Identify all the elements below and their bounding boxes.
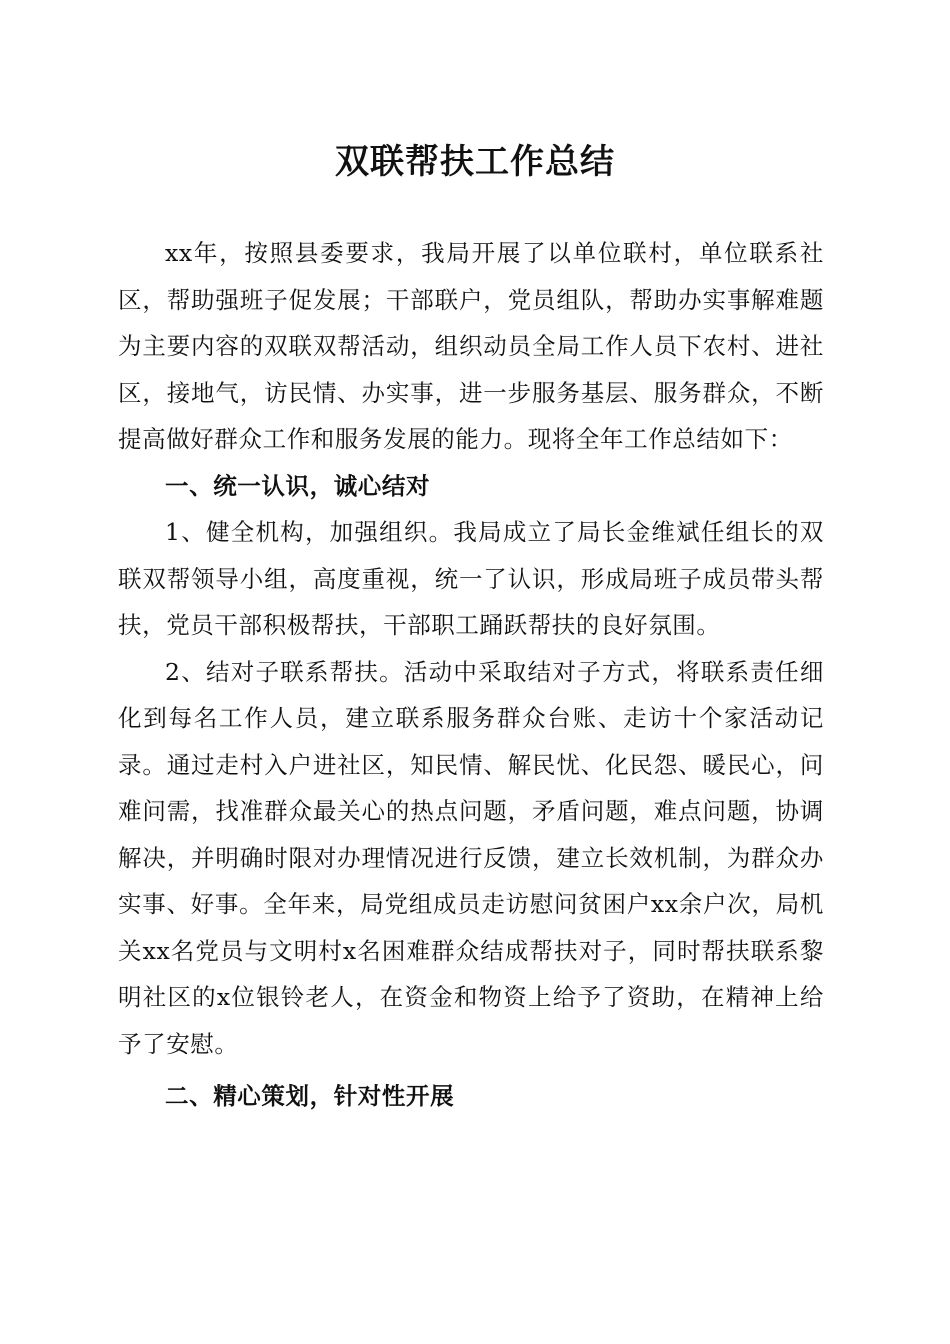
document-title: 双联帮扶工作总结	[335, 142, 615, 182]
intro-paragraph: xx年，按照县委要求，我局开展了以单位联村，单位联系社区，帮助强班子促发展；干部联户，党员组队，帮助办实事解难题为主要内容的双联双帮活动，组织动员全局工作人员下农村、进社区，接地气，访民情、办实事，进一步服务基层、服务群众，不断提高做好群众工作和服务发展的能力。现将全年工作总结如下：	[118, 239, 824, 453]
section2-heading: 二、精心策划，针对性开展	[165, 1082, 455, 1110]
section1-paragraph-2: 2、结对子联系帮扶。活动中采取结对子方式，将联系责任细化到每名工作人员，建立联系服务群众台账、走访十个家活动记录。通过走村入户进社区，知民情、解民忧、化民怨、暖民心，问难问需，找准群众最关心的热点问题，矛盾问题，难点问题，协调解决，并明确时限对办理情况进行反馈，建立长效机制，为群众办实事、好事。全年来，局党组成员走访慰问贫困户xx余户次，局机关xx名党员与文明村x名困难群众结成帮扶对子，同时帮扶联系黎明社区的x位银铃老人，在资金和物资上给予了资助，在精神上给予了安慰。	[118, 657, 824, 1058]
document-body	[118, 230, 824, 1120]
section1-heading: 一、统一认识，诚心结对	[165, 471, 431, 500]
section1-paragraph-1: 1、健全机构，加强组织。我局成立了局长金维斌任组长的双联双帮领导小组，高度重视，统一了认识，形成局班子成员带头帮扶，党员干部积极帮扶，干部职工踊跃帮扶的良好氛围。	[118, 518, 824, 639]
